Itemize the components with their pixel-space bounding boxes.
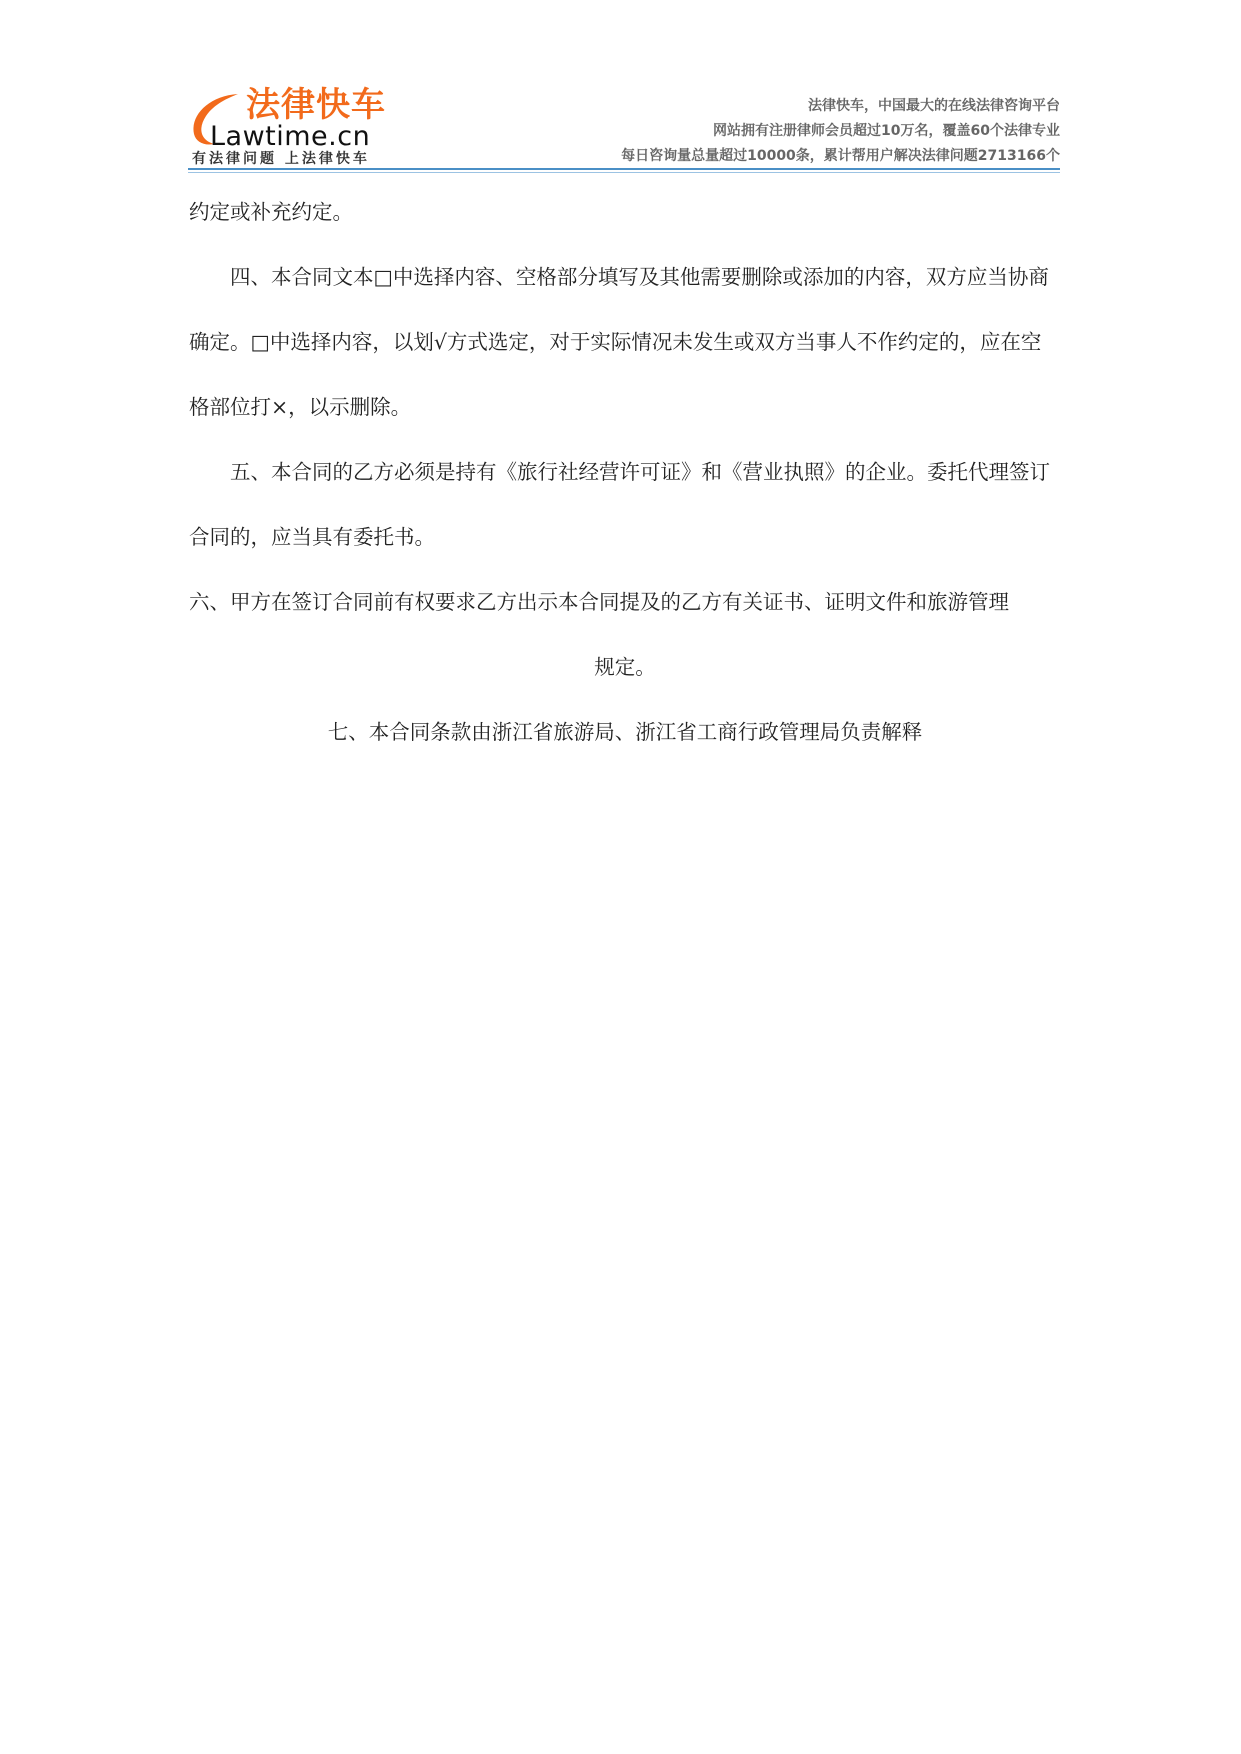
logo-chinese-text: 法律快车 xyxy=(246,85,386,125)
paragraph-clause-6: 六、甲方在签订合同前有权要求乙方出示本合同提及的乙方有关证书、证明文件和旅游管理 xyxy=(189,590,1009,614)
tagline-line-3: 每日咨询量总量超过10000条，累计帮用户解决法律问题2713166个 xyxy=(621,148,1060,164)
page-header xyxy=(188,82,1060,172)
header-divider xyxy=(188,168,1060,170)
document-body xyxy=(189,180,1061,765)
header-tagline xyxy=(621,94,1060,169)
header-divider-thin xyxy=(188,172,1060,173)
paragraph-clause-7: 七、本合同条款由浙江省旅游局、浙江省工商行政管理局负责解释 xyxy=(327,720,923,744)
logo-slogan: 有法律问题 上法律快车 xyxy=(192,151,370,167)
paragraph-clause-6-cont: 规定。 xyxy=(594,655,656,679)
paragraph-clause-5: 五、本合同的乙方必须是持有《旅行社经营许可证》和《营业执照》的企业。委托代理签订合同的，应当具有委托书。 xyxy=(189,460,1050,549)
tagline-line-1: 法律快车，中国最大的在线法律咨询平台 xyxy=(808,98,1060,114)
tagline-line-2: 网站拥有注册律师会员超过10万名，覆盖60个法律专业 xyxy=(713,123,1060,139)
logo-english-text: Lawtime.cn xyxy=(210,121,371,152)
paragraph-1: 约定或补充约定。 xyxy=(189,200,353,224)
paragraph-clause-4: 四、本合同文本□中选择内容、空格部分填写及其他需要删除或添加的内容，双方应当协商确定。□中选择内容，以划√方式选定，对于实际情况未发生或双方当事人不作约定的，应在空格部位打×，以示删除。 xyxy=(189,265,1049,419)
lawtime-logo[interactable] xyxy=(188,82,418,168)
